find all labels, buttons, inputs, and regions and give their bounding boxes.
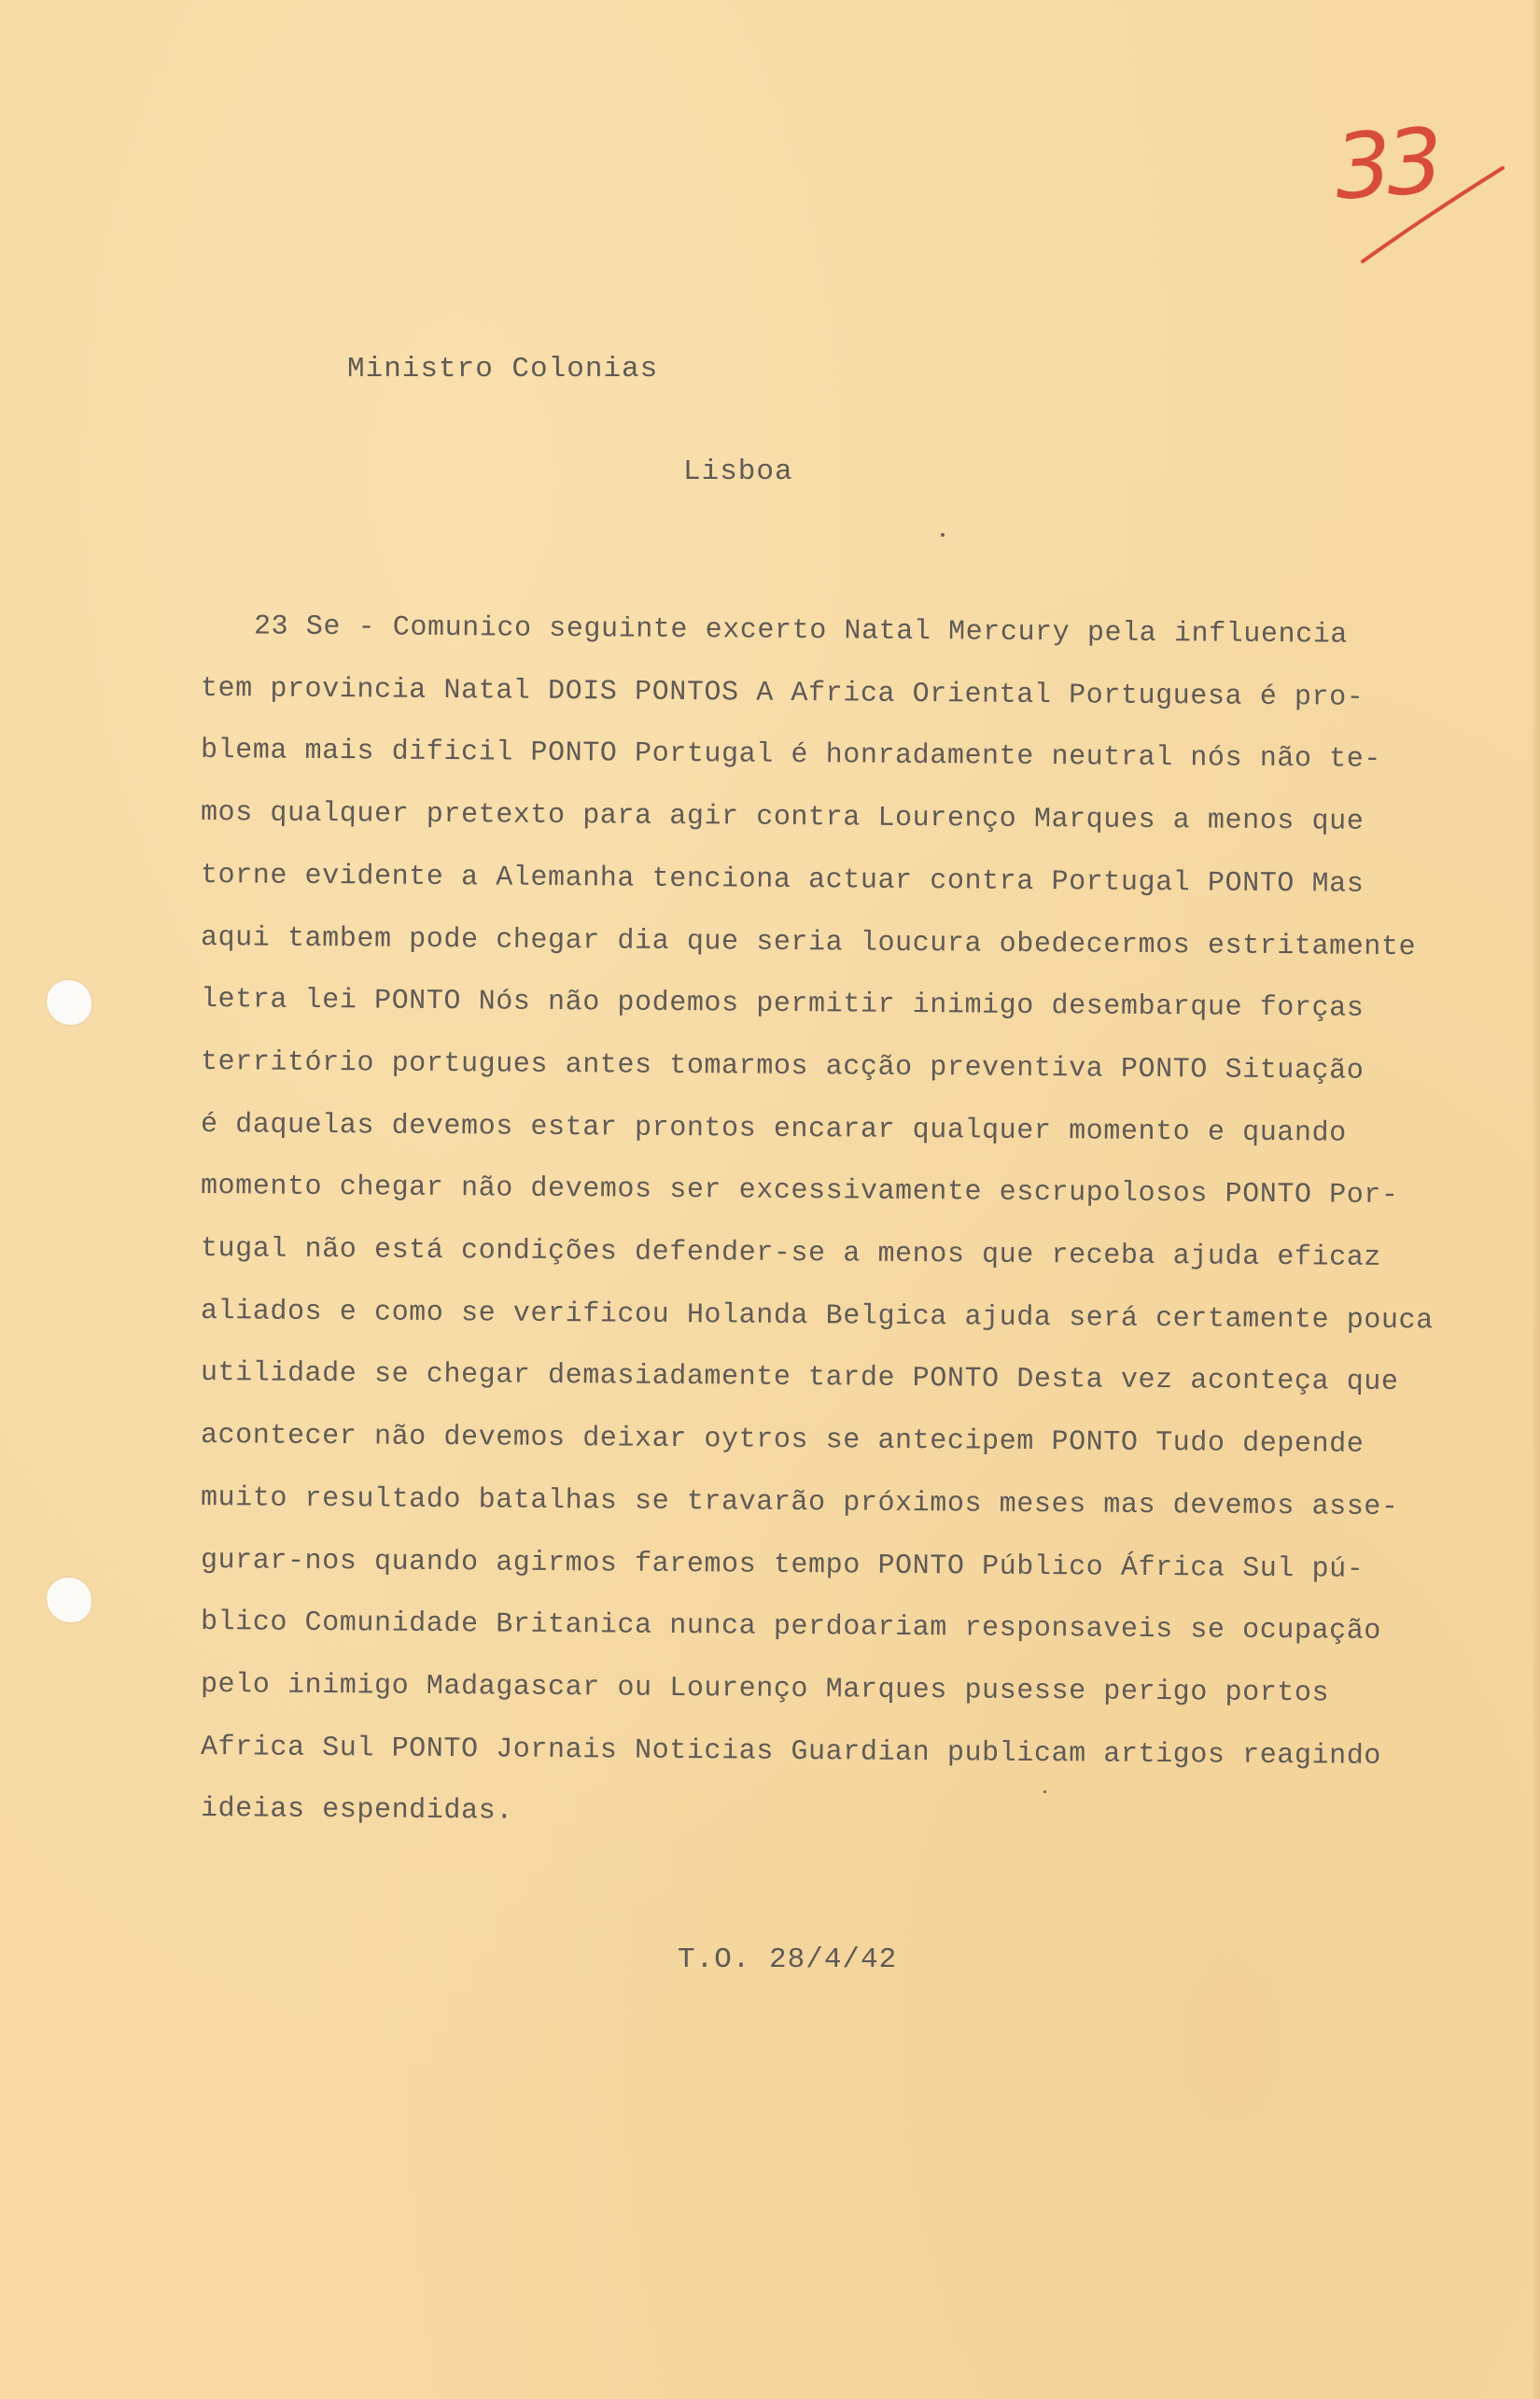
body-line: acontecer não devemos deixar oytros se antecipem PONTO Tudo depende <box>200 1420 1365 1461</box>
body-line: aqui tambem pode chegar dia que seria loucura obedecermos estritamente <box>200 921 1417 963</box>
body-line: 23 Se - Comunico seguinte excerto Natal Mercury pela influencia <box>253 610 1349 652</box>
body-line: blema mais dificil PONTO Portugal é honradamente neutral nós não te- <box>200 735 1382 777</box>
body-line: torne evidente a Alemanha tenciona actuar contra Portugal PONTO Mas <box>200 859 1365 901</box>
body-line: letra lei PONTO Nós não podemos permitir inimigo desembarque forças <box>200 984 1365 1026</box>
body-line: blico Comunidade Britanica nunca perdoariam responsaveis se ocupação <box>200 1606 1382 1648</box>
body-line: utilidade se chegar demasiadamente tarde PONTO Desta vez aconteça que <box>200 1357 1399 1399</box>
folio-number: 33 <box>1331 108 1441 220</box>
punch-hole-top <box>47 980 91 1025</box>
body-line: Africa Sul PONTO Jornais Noticias Guardian publicam artigos reagindo <box>200 1731 1382 1773</box>
signature-date: T.O. 28/4/42 <box>678 1943 898 1976</box>
body-line: é daquelas devemos estar prontos encarar qualquer momento e quando <box>200 1108 1347 1150</box>
ink-speck <box>941 533 945 537</box>
folio-mark <box>1316 108 1512 299</box>
body-line: momento chegar não devemos ser excessivamente escrupolosos PONTO Por- <box>200 1171 1399 1213</box>
body-line: mos qualquer pretexto para agir contra Lourenço Marques a menos que <box>200 797 1365 838</box>
body-line: território portugues antes tomarmos acção preventiva PONTO Situação <box>200 1045 1365 1087</box>
body-line: tem provincia Natal DOIS PONTOS A Africa Oriental Portuguesa é pro- <box>200 672 1365 714</box>
paper-edge <box>1531 0 1540 2399</box>
punch-hole-bottom <box>47 1578 91 1622</box>
addressee: Ministro Colonias <box>347 353 659 386</box>
body-line: muito resultado batalhas se travarão próximos meses mas devemos asse- <box>200 1481 1399 1523</box>
body-line: pelo inimigo Madagascar ou Lourenço Marques pusesse perigo portos <box>200 1668 1330 1710</box>
city: Lisboa <box>683 456 793 488</box>
body-line: ideias espendidas. <box>200 1793 513 1828</box>
body-line: aliados e como se verificou Holanda Belgica ajuda será certamente pouca <box>200 1295 1434 1338</box>
body-line: gurar-nos quando agirmos faremos tempo PONTO Público África Sul pú- <box>200 1544 1365 1586</box>
telegram-body <box>201 596 1526 1841</box>
body-line: tugal não está condições defender-se a menos que receba ajuda eficaz <box>200 1233 1382 1274</box>
